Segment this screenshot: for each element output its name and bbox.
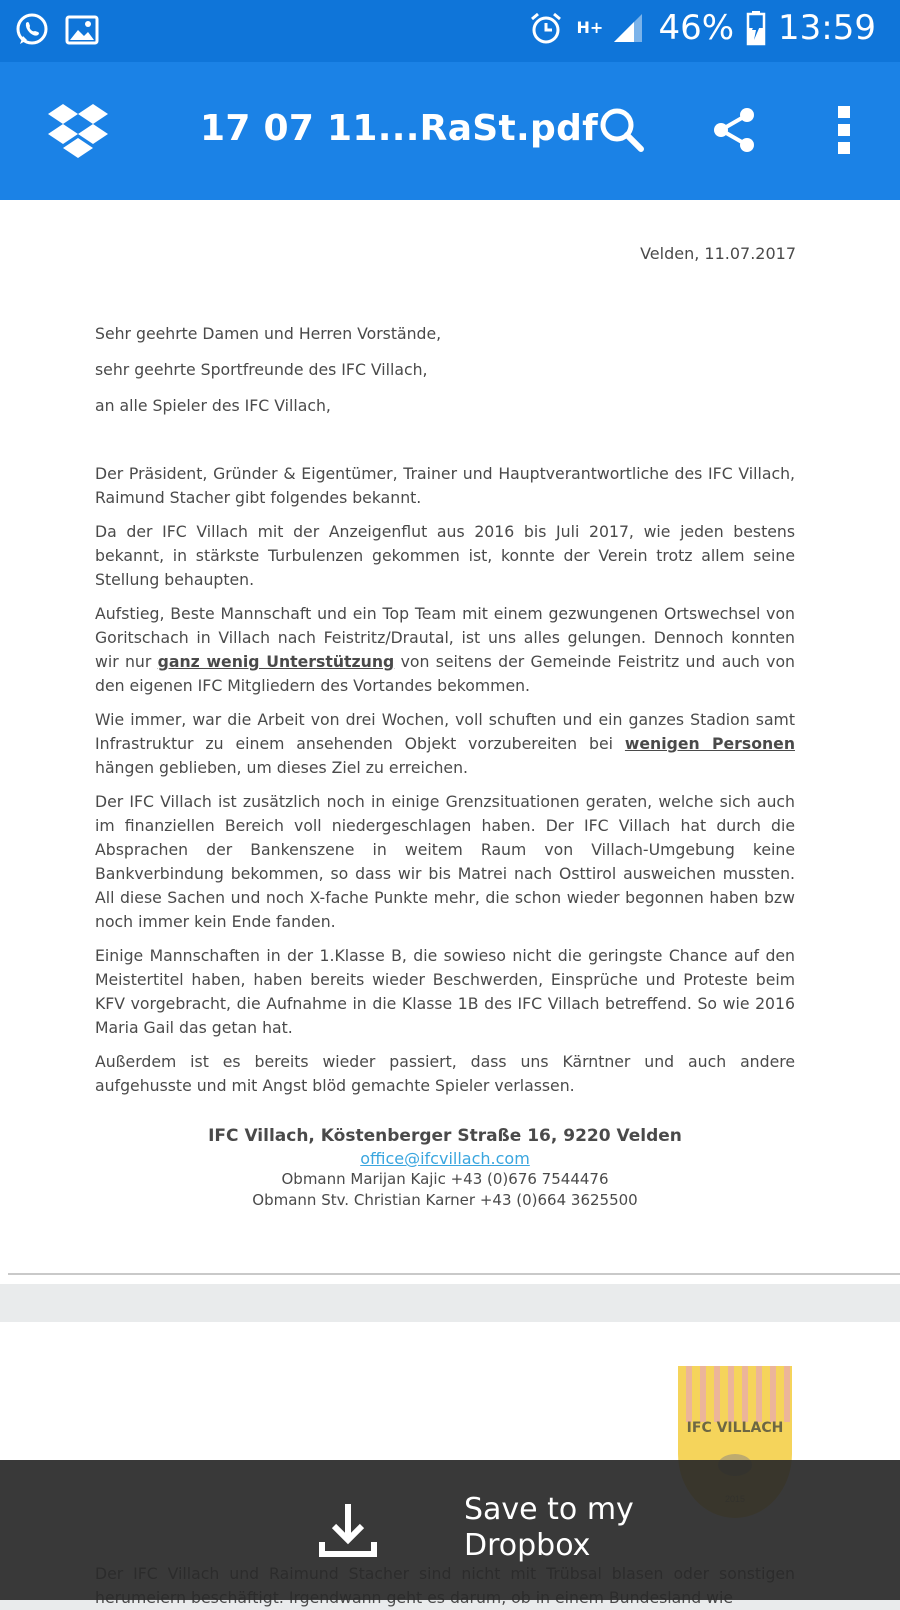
battery-charging-icon	[746, 10, 766, 46]
save-to-dropbox-banner[interactable]	[0, 1460, 900, 1600]
share-icon	[709, 105, 759, 155]
salutation-line: Sehr geehrte Damen und Herren Vorstände,	[95, 324, 442, 343]
logo-stripes	[678, 1366, 792, 1422]
logo-name: IFC VILLACH	[686, 1420, 784, 1436]
paragraph-text: hängen geblieben, um dieses Ziel zu erreichen.	[95, 758, 469, 777]
share-button[interactable]	[702, 98, 766, 162]
document-title: 17 07 11...RaSt.pdf	[200, 108, 599, 149]
download-icon	[316, 1498, 380, 1562]
paragraph: Der Präsident, Gründer & Eigentümer, Trainer und Hauptverantwortliche des IFC Villach, Raimund Stacher gibt folgendes bekannt.	[95, 464, 795, 507]
letter-footer	[95, 1124, 795, 1211]
paragraph	[95, 602, 795, 698]
page-divider	[8, 1273, 900, 1275]
paragraph: Der IFC Villach ist zusätzlich noch in einige Grenzsituationen geraten, welche sich auch im finanziellen Bereich voll niedergeschlagen haben. Der IFC Villach hat durch die Absprachen der Bankenszene in weitem Raum von Villach-Umgebung keine Bankverbindung bekommen, so dass wir bis Matrei nach Osttirol ausweichen mussten. All diese Sachen und noch X-fache Punkte mehr, die schon wieder begonnen haben bzw noch immer kein Ende fanden.	[95, 792, 795, 931]
signal-icon	[610, 10, 646, 46]
dropbox-icon	[48, 102, 108, 158]
save-to-dropbox-label[interactable]: Save to my Dropbox	[464, 1492, 634, 1563]
letter-date: Velden, 11.07.2017	[640, 244, 796, 263]
network-type: H+	[576, 18, 604, 37]
paragraph-text: Wie immer, war die Arbeit von drei Wochen, voll schuften und ein ganzes Stadion samt Infrastruktur zu einem ansehenden Objekt vorzubereiten bei	[95, 710, 795, 753]
whatsapp-icon	[14, 12, 50, 48]
salutation	[95, 316, 795, 424]
emphasis: ganz wenig Unterstützung	[157, 652, 395, 671]
more-vertical-icon	[834, 100, 854, 160]
salutation-line: sehr geehrte Sportfreunde des IFC Villach,	[95, 360, 428, 379]
more-options-button[interactable]	[812, 98, 876, 162]
salutation-line: an alle Spieler des IFC Villach,	[95, 396, 331, 415]
contact-line: Obmann Marijan Kajic +43 (0)676 7544476	[281, 1170, 609, 1188]
gallery-icon	[64, 12, 100, 48]
emphasis: wenigen Personen	[624, 734, 795, 753]
search-button[interactable]	[590, 98, 654, 162]
email-link[interactable]: office@ifcvillach.com	[360, 1149, 530, 1168]
paragraph-text: Aufstieg, Beste Mannschaft und ein Top Team mit einem gezwungenen Ortswechsel von Goritschach in Villach nach Feistritz/Drautal, ist uns alles gelungen. Dennoch konnten wir nur	[95, 604, 795, 671]
contact-line: Obmann Stv. Christian Karner +43 (0)664 3625500	[252, 1191, 638, 1209]
paragraph	[95, 708, 795, 780]
club-address: IFC Villach, Köstenberger Straße 16, 9220 Velden	[208, 1126, 682, 1146]
app-toolbar	[0, 62, 900, 200]
paragraph: Außerdem ist es bereits wieder passiert, dass uns Kärntner und auch andere aufgehusste und mit Angst blöd gemachte Spieler verlassen.	[95, 1052, 795, 1095]
paragraph-text: von seitens der Gemeinde Feistritz und auch von den eigenen IFC Mitgliedern des Vortandes bekommen.	[95, 652, 795, 695]
paragraph: Da der IFC Villach mit der Anzeigenflut aus 2016 bis Juli 2017, wie jeden bestens bekannt, in stärkste Turbulenzen gekommen ist, konnte der Verein trotz allem seine Stellung behaupten.	[95, 522, 795, 589]
clock: 13:59	[778, 8, 876, 48]
status-bar	[0, 0, 900, 62]
paragraph: Einige Mannschaften in der 1.Klasse B, die sowieso nicht die geringste Chance auf den Meistertitel haben, haben bereits wieder Beschwerden, Einsprüche und Proteste beim KFV vorgebracht, die Aufnahme in die Klasse 1B des IFC Villach betreffend. So wie 2016 Maria Gail das getan hat.	[95, 946, 795, 1037]
pdf-page-1[interactable]	[0, 200, 900, 1284]
dropbox-logo-button[interactable]	[46, 98, 110, 162]
letter-body	[95, 462, 795, 1108]
alarm-icon	[528, 10, 564, 46]
search-icon	[597, 105, 647, 155]
battery-percent: 46%	[658, 8, 735, 48]
